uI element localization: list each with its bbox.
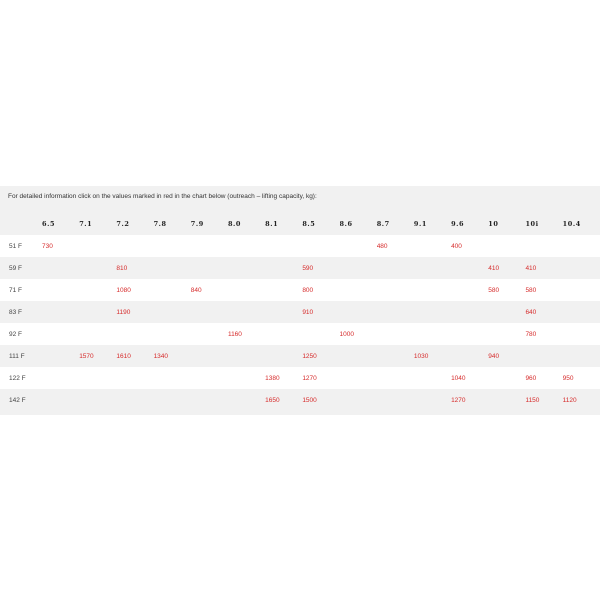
empty-cell [154,257,191,279]
table-row [0,367,600,389]
empty-cell [228,367,265,389]
column-header: 9.1 [413,220,427,228]
capacity-value-link[interactable]: 1570 [79,352,94,360]
table-row [0,279,600,301]
capacity-value-link[interactable]: 580 [525,286,537,294]
empty-cell [42,345,79,367]
empty-cell [154,389,191,411]
empty-cell [451,323,488,345]
capacity-value-link[interactable]: 730 [42,242,53,250]
empty-cell [265,345,302,367]
empty-cell [414,323,451,345]
column-header: 8.0 [227,220,242,228]
capacity-value-link[interactable]: 480 [376,242,388,250]
empty-cell [42,367,79,389]
empty-cell [488,389,525,411]
empty-cell [377,389,414,411]
empty-cell [265,257,302,279]
empty-cell [414,279,451,301]
empty-cell [340,345,377,367]
empty-cell [228,301,265,323]
empty-cell [488,367,525,389]
row-label: 51 F [9,242,23,250]
empty-cell [340,257,377,279]
capacity-value-link[interactable]: 1650 [265,396,280,404]
capacity-value-link[interactable]: 1000 [339,330,354,338]
empty-cell [340,235,377,257]
empty-cell [228,279,265,301]
empty-cell [79,257,116,279]
row-label: 122 F [9,374,26,382]
empty-cell [191,389,228,411]
row-label: 142 F [9,396,26,404]
capacity-value-link[interactable]: 800 [302,286,314,294]
empty-cell [302,323,339,345]
row-label: 92 F [9,330,23,338]
capacity-value-link[interactable]: 1120 [562,396,577,404]
empty-cell [79,389,116,411]
capacity-value-link[interactable]: 1190 [116,308,131,316]
capacity-table [0,213,600,411]
empty-cell [525,235,562,257]
empty-cell [451,279,488,301]
empty-cell [451,301,488,323]
empty-cell [228,257,265,279]
capacity-value-link[interactable]: 590 [302,264,314,272]
header-row [0,213,600,235]
empty-cell [228,235,265,257]
empty-cell [191,367,228,389]
column-header: 6.5 [42,220,56,228]
empty-cell [488,235,525,257]
empty-cell [377,279,414,301]
column-header: 8.7 [376,220,390,228]
capacity-value-link[interactable]: 1040 [451,374,466,382]
empty-cell [451,345,488,367]
capacity-value-link[interactable]: 1080 [116,286,131,294]
empty-cell [79,235,116,257]
row-label: 111 F [9,352,25,360]
empty-cell [79,367,116,389]
empty-cell [525,345,562,367]
row-label: 83 F [9,308,23,316]
empty-cell [42,323,79,345]
capacity-value-link[interactable]: 1160 [227,330,242,338]
empty-cell [265,301,302,323]
column-header: 10.4 [562,220,581,228]
column-header: 7.2 [116,220,130,228]
empty-cell [228,389,265,411]
empty-cell [563,279,600,301]
empty-cell [563,235,600,257]
row-label: 59 F [9,264,23,272]
empty-cell [116,235,153,257]
capacity-value-link[interactable]: 1340 [153,352,169,360]
capacity-value-link[interactable]: 1380 [265,374,280,382]
empty-cell [154,235,191,257]
table-row [0,301,600,323]
empty-cell [42,257,79,279]
empty-cell [377,301,414,323]
empty-cell [414,367,451,389]
empty-cell [377,257,414,279]
empty-cell [414,257,451,279]
empty-cell [265,279,302,301]
column-header: 9.6 [451,220,465,228]
table-row [0,323,600,345]
empty-cell [116,389,153,411]
empty-cell [116,323,153,345]
capacity-value-link[interactable]: 1250 [302,352,317,360]
column-header: 10 [488,220,499,228]
column-header: 8.6 [339,220,353,228]
capacity-value-link[interactable]: 580 [488,286,500,294]
empty-cell [191,323,228,345]
capacity-value-link[interactable]: 1270 [302,374,317,382]
capacity-value-link[interactable]: 940 [488,352,500,360]
empty-cell [340,367,377,389]
empty-cell [154,279,191,301]
capacity-value-link[interactable]: 1030 [413,352,429,360]
empty-cell [377,367,414,389]
empty-cell [79,279,116,301]
column-header: 7.1 [79,220,93,228]
empty-cell [340,279,377,301]
capacity-value-link[interactable]: 410 [525,264,537,272]
empty-cell [414,235,451,257]
empty-cell [42,389,79,411]
empty-cell [563,345,600,367]
empty-cell [42,301,79,323]
empty-cell [377,345,414,367]
empty-cell [488,323,525,345]
empty-cell [340,389,377,411]
empty-cell [79,323,116,345]
capacity-value-link[interactable]: 960 [525,374,537,382]
empty-cell [154,367,191,389]
corner-cell [0,213,42,235]
table-row [0,389,600,411]
table-row [0,235,600,257]
column-header: 8.5 [302,220,316,228]
capacity-value-link[interactable]: 410 [488,264,500,272]
empty-cell [191,235,228,257]
capacity-value-link[interactable]: 1270 [451,396,466,404]
capacity-value-link[interactable]: 1610 [116,352,131,360]
empty-cell [154,323,191,345]
capacity-value-link[interactable]: 1500 [302,396,317,404]
table-row [0,345,600,367]
capacity-value-link[interactable]: 400 [451,242,462,250]
column-header: 10i [525,220,539,228]
column-header: 7.8 [153,220,167,228]
capacity-value-link[interactable]: 1150 [525,396,540,404]
capacity-value-link[interactable]: 780 [525,330,537,338]
empty-cell [563,257,600,279]
table-body [0,235,600,411]
empty-cell [42,279,79,301]
empty-cell [563,323,600,345]
empty-cell [488,301,525,323]
column-header: 8.1 [265,220,279,228]
capacity-value-link[interactable]: 840 [190,286,202,294]
empty-cell [265,235,302,257]
empty-cell [228,345,265,367]
empty-cell [265,323,302,345]
column-header: 7.9 [190,220,204,228]
empty-cell [414,301,451,323]
empty-cell [79,301,116,323]
intro-text: For detailed information click on the values marked in red in the chart below (outreach – lifting capacity, kg): [8,193,317,200]
empty-cell [154,301,191,323]
row-label: 71 F [9,286,23,294]
empty-cell [191,301,228,323]
capacity-value-link[interactable]: 950 [562,374,574,382]
capacity-value-link[interactable]: 640 [525,308,537,316]
capacity-value-link[interactable]: 910 [302,308,314,316]
table-row [0,257,600,279]
empty-cell [377,323,414,345]
empty-cell [563,301,600,323]
empty-cell [414,389,451,411]
empty-cell [340,301,377,323]
empty-cell [116,367,153,389]
empty-cell [302,235,339,257]
empty-cell [191,257,228,279]
empty-cell [191,345,228,367]
empty-cell [451,257,488,279]
capacity-value-link[interactable]: 810 [116,264,128,272]
